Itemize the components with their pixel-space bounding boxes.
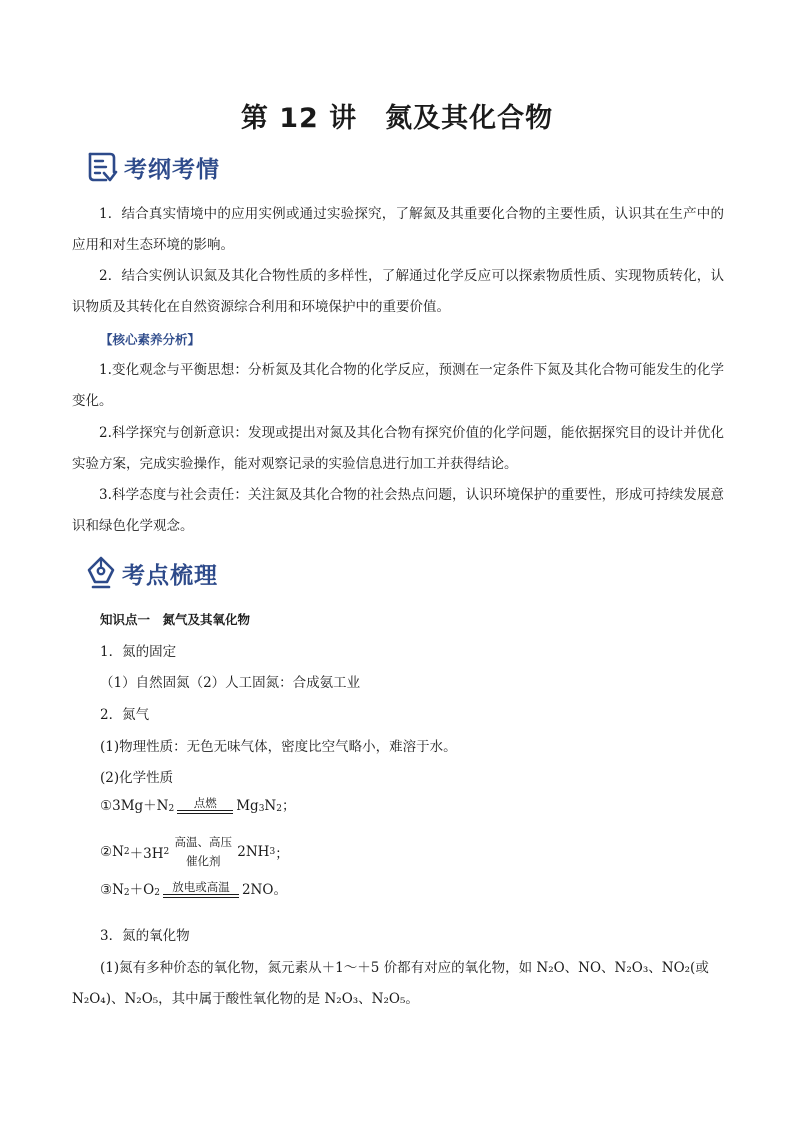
section-header-syllabus xyxy=(86,150,220,184)
oxides-text-line-2: N₂O₄)、N₂O₅，其中属于酸性氧化物的是 N₂O₃、N₂O₅。 xyxy=(72,991,419,1007)
equation-ammonia-synthesis: ②N 2 ＋3H 2 高温、高压 催化剂 2NH 3 ； xyxy=(100,835,289,868)
knowledge-point-title: 知识点一 氮气及其氧化物 xyxy=(100,612,251,627)
nitrogen-fixation-heading: 1．氮的固定 xyxy=(100,644,177,660)
section-header-key-points xyxy=(86,555,218,591)
literacy-item-2: 2.科学探究与创新意识：发现或提出对氮及其化合物有探究价值的化学问题，能依据探究目的设计并优化实验方案，完成实验操作，能对观察记录的实验信息进行加工并获得结论。 xyxy=(72,425,724,472)
syllabus-item-1: 1．结合真实情境中的应用实例或通过实验探究，了解氮及其重要化合物的主要性质，认识其在生产中的应用和对生态环境的影响。 xyxy=(72,206,724,253)
literacy-item-3: 3.科学态度与社会责任：关注氮及其化合物的社会热点问题，认识环境保护的重要性，形成可持续发展意识和绿色化学观念。 xyxy=(72,487,724,534)
page-title: 第 12 讲 氮及其化合物 xyxy=(240,103,554,134)
list-lines-icon xyxy=(86,150,118,184)
chemical-properties-heading: (2)化学性质 xyxy=(100,770,174,786)
literacy-item-1: 1.变化观念与平衡思想：分析氮及其化合物的化学反应，预测在一定条件下氮及其化合物可能发生的化学变化。 xyxy=(72,362,724,409)
reaction-arrow: 点燃 xyxy=(177,797,233,814)
oxides-text-line-1: (1)氮有多种价态的氧化物，氮元素从＋1～＋5 价都有对应的氧化物，如 N₂O、NO、N₂O₃、NO₂(或 xyxy=(100,960,709,976)
physical-properties: (1)物理性质：无色无味气体，密度比空气略小，难溶于水。 xyxy=(100,739,457,755)
core-literacy-tag: 【核心素养分析】 xyxy=(100,332,201,347)
reaction-arrow: 放电或高温 xyxy=(163,881,239,898)
nitrogen-oxides-heading: 3．氮的氧化物 xyxy=(100,928,190,944)
section-title-syllabus: 考纲考情 xyxy=(124,156,220,183)
pen-nib-icon xyxy=(86,555,116,591)
equation-mg-n2: ①3Mg＋N $_2$ 点燃 Mg $_3$ N $_2$ ； xyxy=(100,796,296,814)
reversible-arrow: 高温、高压 催化剂 xyxy=(174,835,233,868)
section-title-key-points: 考点梳理 xyxy=(122,562,218,589)
nitrogen-gas-heading: 2．氮气 xyxy=(100,707,150,723)
syllabus-item-2: 2．结合实例认识氮及其化合物性质的多样性，了解通过化学反应可以探索物质性质、实现物质转化，认识物质及其转化在自然资源综合利用和环境保护中的重要价值。 xyxy=(72,268,724,315)
equation-n2-o2: ③N $_2$ ＋O $_2$ 放电或高温 2NO。 xyxy=(100,880,287,898)
fixation-types: （1）自然固氮（2）人工固氮：合成氨工业 xyxy=(100,675,361,691)
